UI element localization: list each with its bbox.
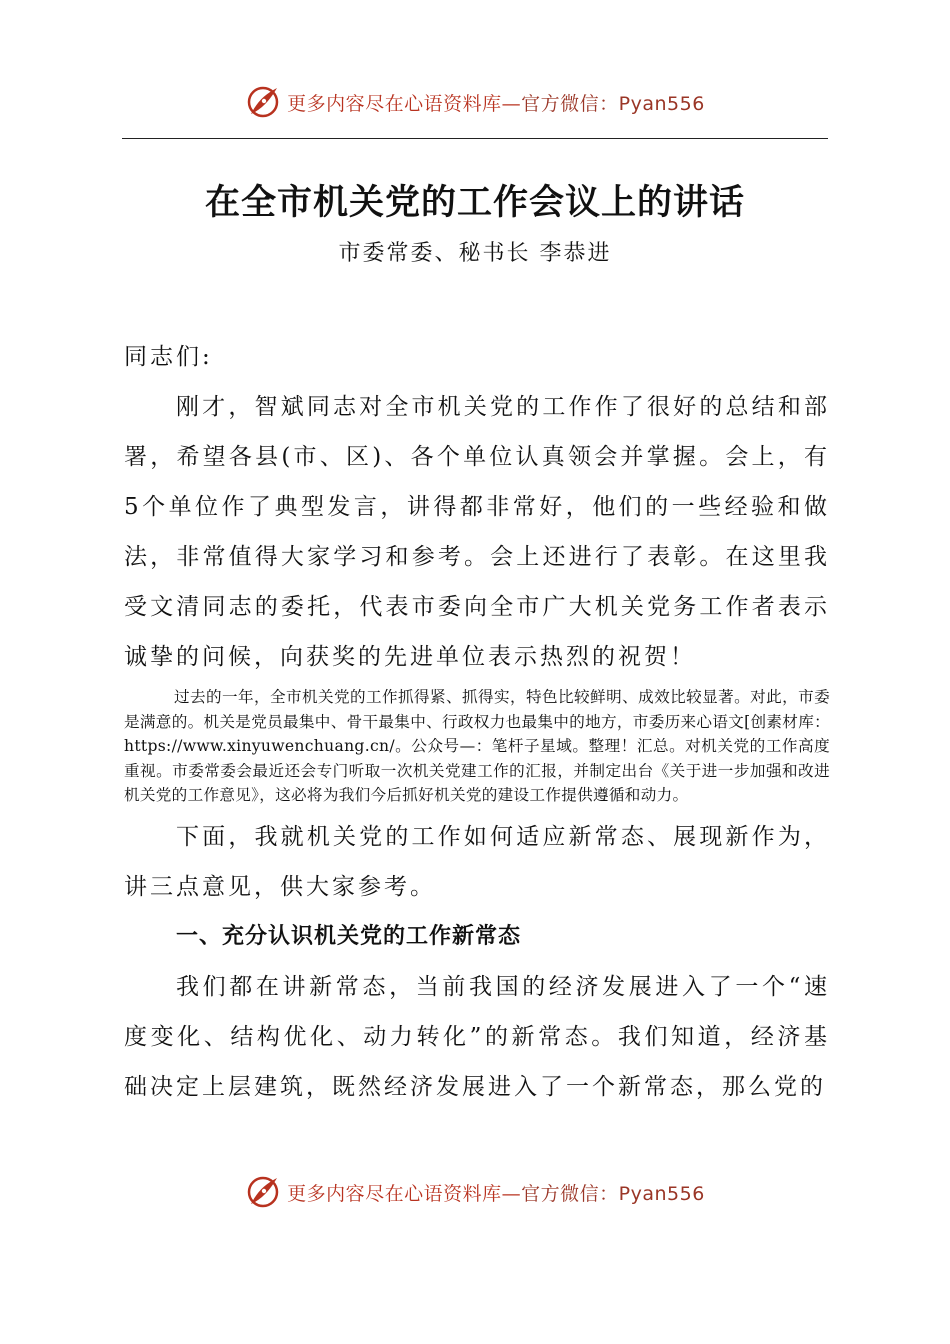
section-heading-1: 一、充分认识机关党的工作新常态 xyxy=(176,923,522,949)
banner-wechat-text: 官方微信：Pyan556 xyxy=(521,1182,705,1205)
banner-main-text: 更多内容尽在心语资料库— xyxy=(287,1182,522,1205)
paragraph-4: 我们都在讲新常态，当前我国的经济发展进入了一个“速度变化、结构优化、动力转化”的新常态。我们知道，经济基础决定上层建筑，既然经济发展进入了一个新常态，那么党的 xyxy=(124,973,830,1100)
pen-nib-circle-icon xyxy=(245,1174,281,1210)
paragraph-2: 过去的一年，全市机关党的工作抓得紧、抓得实，特色比较鲜明、成效比较显著。对此，市委是满意的。机关是党员最集中、骨干最集中、行政权力也最集中的地方，市委历来心语文[创素材库：https://www.xinyuwenchuang.cn/。公众号—：笔杆子星域。整理！汇总。对机关党的工作高度重视。市委常委会最近还会专门听取一次机关党建工作的汇报，并制定出台《关于进一步加强和改进机关党的工作意见》，这必将为我们今后抓好机关党的建设工作提供遵循和动力。 xyxy=(124,688,830,804)
document-title: 在全市机关党的工作会议上的讲话 xyxy=(204,182,745,223)
footer-banner xyxy=(0,1172,950,1212)
document-body xyxy=(124,332,830,1112)
salutation: 同志们: xyxy=(124,344,213,370)
header-divider xyxy=(122,138,828,139)
paragraph-3: 下面，我就机关党的工作如何适应新常态、展现新作为，讲三点意见，供大家参考。 xyxy=(124,823,830,900)
paragraph-1: 刚才，智斌同志对全市机关党的工作作了很好的总结和部署，希望各县(市、区)、各个单位认真领会并掌握。会上，有5个单位作了典型发言，讲得都非常好，他们的一些经验和做法，非常值得大家学习和参考。会上还进行了表彰。在这里我受文清同志的委托，代表市委向全市广大机关党务工作者表示诚挚的问候，向获奖的先进单位表示热烈的祝贺！ xyxy=(124,394,830,670)
document-author: 市委常委、秘书长 李恭进 xyxy=(338,241,612,266)
banner-text xyxy=(287,1179,705,1206)
banner-text xyxy=(287,89,705,116)
banner-main-text: 更多内容尽在心语资料库— xyxy=(287,92,522,115)
pen-nib-circle-icon xyxy=(245,84,281,120)
banner-wechat-text: 官方微信：Pyan556 xyxy=(521,92,705,115)
header-banner xyxy=(0,82,950,122)
